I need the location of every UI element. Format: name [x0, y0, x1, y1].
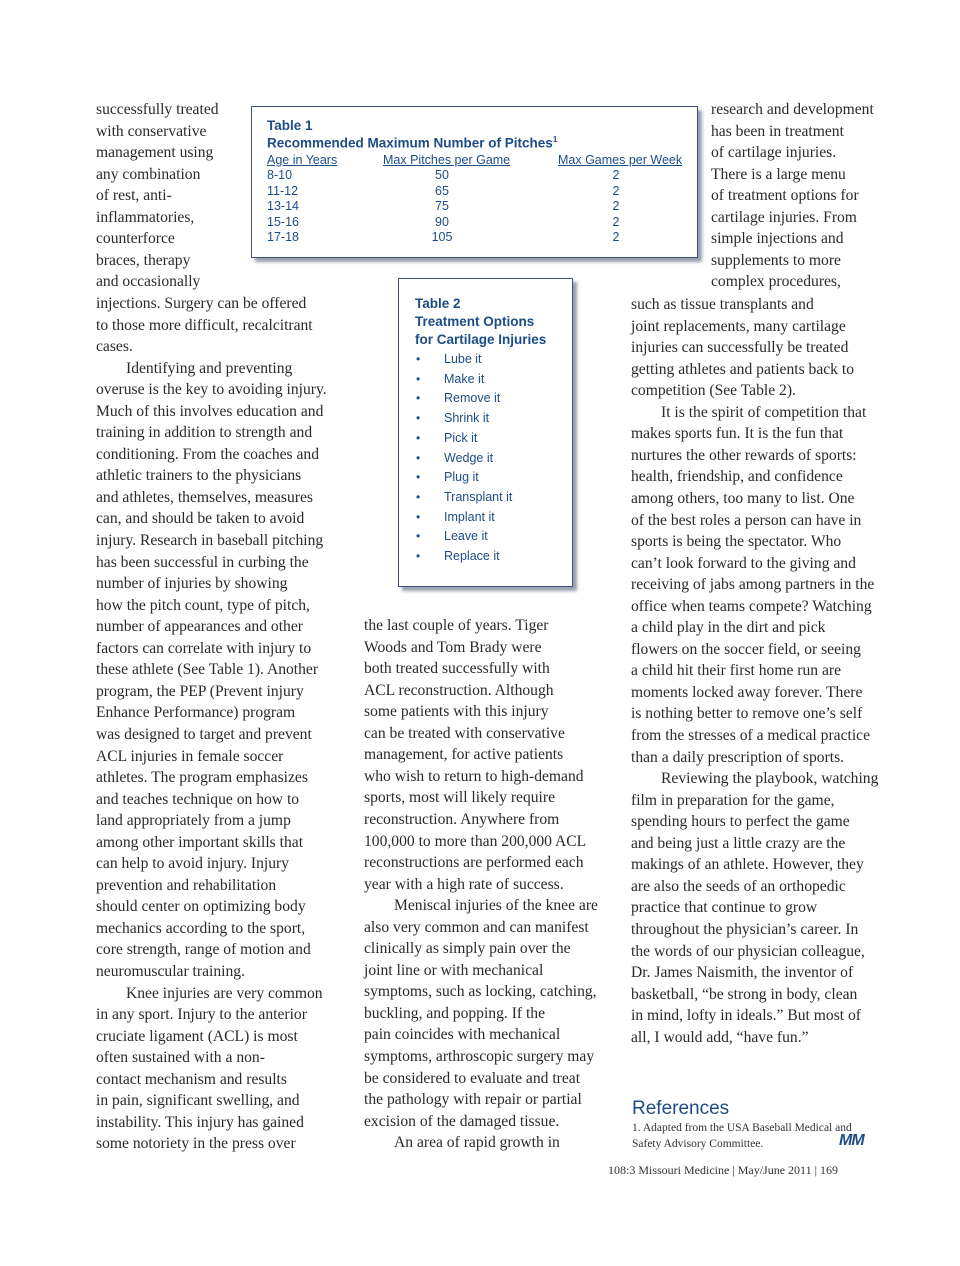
text-line: among other important skills that: [96, 833, 304, 851]
text-line: of rest, anti-: [96, 187, 172, 205]
text-line: spending hours to perfect the game: [631, 813, 850, 831]
text-line: office when teams compete? Watching: [631, 597, 872, 615]
text-line: often sustained with a non-: [96, 1049, 265, 1067]
text-line: the pathology with repair or partial: [364, 1091, 582, 1109]
bullet-icon: •: [416, 391, 421, 406]
text-line: in pain, significant swelling, and: [96, 1092, 300, 1110]
table-cell: 17-18: [267, 230, 299, 245]
text-line: training in addition to strength and: [96, 424, 313, 442]
text-line: in mind, lofty in ideals.” But most of: [631, 1007, 861, 1025]
text-line: core strength, range of motion and: [96, 941, 311, 959]
text-line: throughout the physician’s career. In: [631, 920, 859, 938]
text-line: inflammatories,: [96, 208, 195, 226]
table-cell: 65: [435, 183, 449, 198]
text-line: Meniscal injuries of the knee are: [394, 897, 598, 915]
text-line: program, the PEP (Prevent injury: [96, 682, 304, 700]
text-line: health, friendship, and confidence: [631, 468, 843, 486]
page-footer: 108:3 Missouri Medicine | May/June 2011 | 169: [608, 1163, 839, 1177]
text-line: with conservative: [96, 122, 207, 140]
text-line: cartilage injuries. From: [711, 208, 857, 226]
text-line: number of injuries by showing: [96, 575, 288, 593]
missouri-medicine-logo: MM: [839, 1132, 864, 1149]
table-1-box: [251, 106, 698, 258]
text-line: of treatment options for: [711, 187, 859, 205]
text-line: can be treated with conservative: [364, 724, 565, 742]
table-2-title-line-2: for Cartilage Injuries: [415, 332, 547, 347]
text-line: among others, too many to list. One: [631, 489, 855, 507]
text-line: a child play in the dirt and pick: [631, 619, 826, 637]
text-line: sports, most will likely require: [364, 789, 556, 807]
bullet-icon: •: [416, 509, 421, 524]
reference-line-2: Safety Advisory Committee.: [632, 1138, 764, 1150]
table-cell: 2: [612, 183, 620, 198]
text-line: cruciate ligament (ACL) is most: [96, 1027, 298, 1045]
text-line: reconstructions are performed each: [364, 854, 584, 872]
text-line: some patients with this injury: [364, 703, 549, 721]
table-2-label: Table 2: [415, 296, 461, 311]
bullet-icon: •: [416, 430, 421, 445]
text-line: all, I would add, “have fun.”: [631, 1028, 809, 1046]
text-line: athletes. The program emphasizes: [96, 769, 308, 787]
bullet-icon: •: [416, 411, 421, 426]
text-line: Knee injuries are very common: [126, 984, 323, 1002]
text-line: reconstruction. Anywhere from: [364, 810, 560, 828]
text-line: ACL injuries in female soccer: [96, 747, 284, 765]
table-cell: 90: [435, 214, 449, 229]
text-line: braces, therapy: [96, 251, 191, 269]
text-line: a child hit their first home run are: [631, 662, 842, 680]
text-line: receiving of jabs among partners in the: [631, 576, 875, 594]
text-line: Much of this involves education and: [96, 402, 324, 420]
table-2-title-line-1: Treatment Options: [415, 314, 535, 329]
list-item: Lube it: [444, 352, 482, 366]
text-line: successfully treated: [96, 101, 219, 118]
text-line: Dr. James Naismith, the inventor of: [631, 964, 854, 982]
table-cell: 50: [435, 168, 449, 182]
text-line: and teaches technique on how to: [96, 790, 300, 808]
text-line: who wish to return to high-demand: [364, 767, 584, 785]
text-line: counterforce: [96, 230, 175, 248]
text-line: and being just a little crazy are the: [631, 834, 846, 852]
table-1-label: Table 1: [267, 118, 313, 133]
bullet-icon: •: [416, 450, 421, 465]
text-line: flowers on the soccer field, or seeing: [631, 640, 861, 658]
table-2-box: [398, 278, 573, 587]
text-line: factors can correlate with injury to: [96, 639, 312, 657]
text-line: the words of our physician colleague,: [631, 942, 865, 960]
bullet-icon: •: [416, 352, 421, 366]
text-line: can, and should be taken to avoid: [96, 510, 305, 528]
text-line: nurtures the other rewards of sports:: [631, 446, 857, 464]
text-line: some notoriety in the press over: [96, 1135, 296, 1153]
text-line: any combination: [96, 165, 201, 183]
bullet-icon: •: [416, 371, 421, 386]
text-line: sports is being the spectator. Who: [631, 533, 842, 551]
list-item: Make it: [444, 371, 485, 386]
text-line: simple injections and: [711, 230, 844, 248]
text-line: such as tissue transplants and: [631, 296, 814, 313]
table-cell: 2: [612, 168, 620, 182]
text-line: 100,000 to more than 200,000 ACL: [364, 832, 587, 850]
text-line: has been successful in curbing the: [96, 553, 309, 571]
text-line: symptoms, arthroscopic surgery may: [364, 1048, 595, 1065]
text-line: management, for active patients: [364, 746, 564, 764]
text-line: management using: [96, 144, 214, 162]
text-line: research and development: [711, 101, 874, 118]
text-line: joint line or with mechanical: [364, 961, 544, 979]
table-1-title: [267, 135, 557, 151]
table-cell: 2: [612, 230, 620, 245]
text-line: conditioning. From the coaches and: [96, 445, 320, 463]
text-line: the last couple of years. Tiger: [364, 617, 549, 634]
text-line: practice that continue to grow: [631, 899, 818, 917]
reference-line-1: 1. Adapted from the USA Baseball Medical and: [632, 1122, 852, 1134]
text-line: also very common and can manifest: [364, 918, 589, 936]
text-line: moments locked away forever. There: [631, 683, 863, 701]
text-line: ACL reconstruction. Although: [364, 681, 554, 699]
table-cell: 13-14: [267, 199, 299, 214]
text-line: cases.: [96, 338, 133, 356]
text-line: symptoms, such as locking, catching,: [364, 983, 597, 1001]
list-item: Pick it: [444, 430, 478, 445]
text-line: pain coincides with mechanical: [364, 1026, 561, 1044]
text-line: in any sport. Injury to the anterior: [96, 1006, 307, 1024]
text-line: injections. Surgery can be offered: [96, 294, 307, 312]
table-cell: 105: [431, 230, 453, 245]
text-line: makes sports fun. It is the fun that: [631, 425, 844, 443]
bullet-icon: •: [416, 529, 421, 544]
text-line: competition (See Table 2).: [631, 382, 796, 400]
text-line: and occasionally: [96, 273, 201, 291]
text-line: joint replacements, many cartilage: [631, 317, 846, 335]
text-line: overuse is the key to avoiding injury.: [96, 381, 327, 399]
text-line: athletic trainers to the physicians: [96, 467, 302, 485]
list-item: Replace it: [444, 549, 500, 563]
text-line: supplements to more: [711, 251, 841, 269]
text-line: complex procedures,: [711, 273, 841, 291]
text-line: injuries can successfully be treated: [631, 339, 849, 357]
table-1-header-games: Max Games per Week: [558, 153, 683, 167]
text-line: Enhance Performance) program: [96, 704, 296, 722]
text-line: getting athletes and patients back to: [631, 360, 855, 378]
list-item: Shrink it: [444, 411, 490, 426]
text-line: year with a high rate of success.: [364, 875, 564, 893]
list-item: Implant it: [444, 509, 495, 524]
text-line: excision of the damaged tissue.: [364, 1112, 560, 1130]
text-line: It is the spirit of competition that: [661, 403, 867, 421]
text-line: is nothing better to remove one’s self: [631, 705, 863, 723]
table-cell: 11-12: [267, 183, 299, 198]
text-line: Reviewing the playbook, watching: [661, 770, 879, 788]
table-cell: 8-10: [267, 168, 293, 182]
text-line: be considered to evaluate and treat: [364, 1069, 581, 1087]
text-line: basketball, “be strong in body, clean: [631, 985, 858, 1003]
text-line: can’t look forward to the giving and: [631, 554, 856, 572]
table-1-title-text: Recommended Maximum Number of Pitches: [267, 135, 553, 151]
text-line: number of appearances and other: [96, 618, 303, 636]
footnote-marker: 1: [552, 135, 558, 144]
text-line: should center on optimizing body: [96, 898, 306, 916]
text-line: film in preparation for the game,: [631, 791, 835, 809]
table-1-header-age: Age in Years: [267, 153, 338, 167]
text-line: injury. Research in baseball pitching: [96, 532, 324, 549]
bullet-icon: •: [416, 470, 421, 485]
table-cell: 2: [612, 199, 620, 214]
list-item: Transplant it: [444, 489, 513, 504]
text-line: these athlete (See Table 1). Another: [96, 661, 319, 679]
text-line: mechanics according to the sport,: [96, 919, 306, 937]
list-item: Remove it: [444, 391, 501, 406]
text-line: contact mechanism and results: [96, 1070, 287, 1088]
text-line: Woods and Tom Brady were: [364, 638, 542, 656]
text-line: of cartilage injuries.: [711, 144, 837, 162]
references-heading: References: [632, 1098, 730, 1119]
text-line: prevention and rehabilitation: [96, 876, 277, 894]
text-line: An area of rapid growth in: [394, 1134, 560, 1152]
table-cell: 75: [435, 199, 449, 214]
text-line: to those more difficult, recalcitrant: [96, 316, 313, 334]
table-cell: 15-16: [267, 214, 299, 229]
text-line: both treated successfully with: [364, 660, 550, 678]
text-line: has been in treatment: [711, 122, 844, 140]
text-line: clinically as simply pain over the: [364, 940, 571, 958]
text-line: land appropriately from a jump: [96, 812, 291, 830]
text-line: instability. This injury has gained: [96, 1113, 304, 1131]
text-line: from the stresses of a medical practice: [631, 727, 871, 744]
text-line: of the best roles a person can have in: [631, 511, 862, 529]
text-line: can help to avoid injury. Injury: [96, 855, 289, 873]
text-line: buckling, and popping. If the: [364, 1004, 546, 1022]
text-line: Identifying and preventing: [126, 359, 293, 377]
text-line: are also the seeds of an orthopedic: [631, 877, 846, 895]
text-line: neuromuscular training.: [96, 963, 245, 980]
text-line: than a daily prescription of sports.: [631, 748, 845, 766]
text-line: makings of an athlete. However, they: [631, 856, 864, 874]
bullet-icon: •: [416, 489, 421, 504]
text-line: There is a large menu: [711, 165, 846, 183]
list-item: Plug it: [444, 470, 479, 485]
list-item: Leave it: [444, 529, 488, 544]
list-item: Wedge it: [444, 450, 494, 465]
bullet-icon: •: [416, 549, 421, 563]
table-1-header-pitches: Max Pitches per Game: [383, 153, 511, 167]
text-line: was designed to target and prevent: [96, 725, 312, 743]
text-line: how the pitch count, type of pitch,: [96, 596, 310, 614]
table-cell: 2: [612, 214, 620, 229]
text-line: and athletes, themselves, measures: [96, 488, 313, 506]
